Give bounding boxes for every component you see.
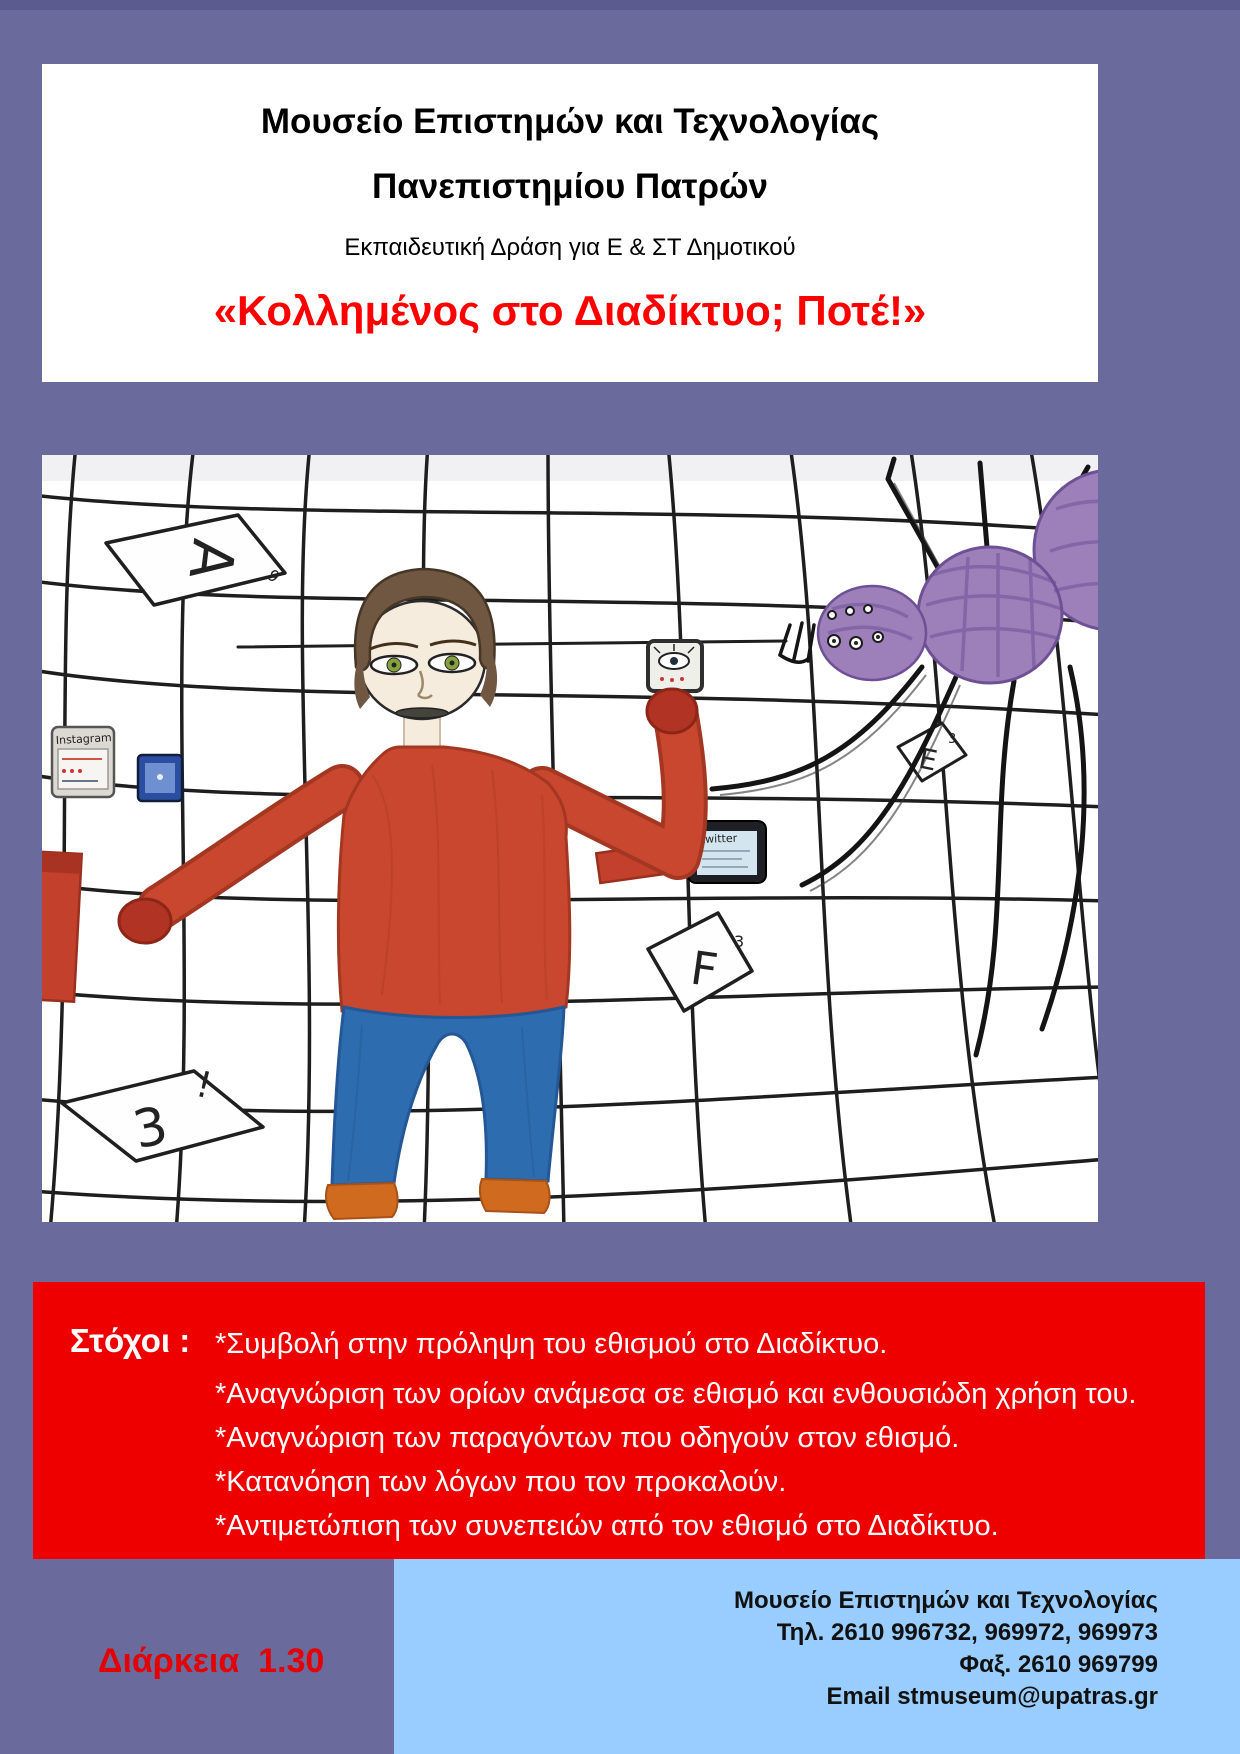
eye-device: [648, 641, 702, 691]
instagram-phone: [52, 727, 114, 797]
note-e-letter: E: [915, 741, 941, 778]
scan-shading: [42, 455, 1098, 481]
red-device-left: [42, 852, 82, 1002]
museum-title-line2: Πανεπιστημίου Πατρών: [371, 167, 769, 206]
note-3-exclamation: !: [191, 1063, 216, 1108]
phone-label: Instagram: [55, 731, 113, 747]
blue-device: [138, 755, 182, 801]
artwork-drawing: [42, 455, 1098, 1222]
activity-subtitle: Εκπαιδευτική Δράση για Ε & ΣΤ Δημοτικού: [344, 234, 796, 261]
note-f-superscript: 3: [734, 932, 745, 951]
note-f-letter: F: [687, 940, 722, 998]
header-card: [42, 64, 1098, 382]
tablet-label: twitter: [700, 831, 738, 846]
note-a-number: 9: [263, 565, 284, 587]
boy-fist-right: [647, 689, 697, 733]
note-e-superscript: 3: [948, 732, 957, 747]
boy-sweater: [338, 747, 569, 1021]
goals-list: [215, 1322, 1175, 1548]
goals-heading: Στόχοι :: [70, 1322, 191, 1359]
contact-fax: Φαξ. 2610 969799: [959, 1651, 1158, 1678]
boy-mouth: [396, 708, 448, 718]
boy-shoe-left: [326, 1183, 398, 1219]
note-a-letter: A: [175, 535, 249, 584]
boy-fist-left: [119, 899, 171, 943]
contact-museum-name: Μουσείο Επιστημών και Τεχνολογίας: [734, 1587, 1158, 1614]
goal-item: *Αναγνώριση των παραγόντων που οδηγούν στον εθισμό.: [215, 1422, 960, 1454]
note-3-number: 3: [128, 1095, 173, 1162]
goal-item: *Κατανόηση των λόγων που τον προκαλούν.: [215, 1466, 787, 1498]
goals-box: [33, 1282, 1205, 1559]
goal-item: *Συμβολή στην πρόληψη του εθισμού στο Διαδίκτυο.: [215, 1328, 888, 1360]
museum-title-line1: Μουσείο Επιστημών και Τεχνολογίας: [260, 102, 880, 141]
goal-item: *Αναγνώριση των ορίων ανάμεσα σε εθισμό και ενθουσιώδη χρήση του.: [215, 1378, 1137, 1410]
drawing-svg: [42, 455, 1098, 1222]
top-edge-strip: [0, 0, 1240, 10]
boy-shoe-right: [480, 1179, 550, 1213]
duration-label: Διάρκεια 1.30: [98, 1642, 325, 1680]
event-title: «Κολλημένος στο Διαδίκτυο; Ποτέ!»: [213, 287, 927, 334]
goal-item: *Αντιμετώπιση των συνεπειών από τον εθισμό στο Διαδίκτυο.: [215, 1510, 999, 1542]
contact-phone: Τηλ. 2610 996732, 969972, 969973: [776, 1619, 1158, 1646]
contact-box: [394, 1559, 1240, 1754]
contact-email: Email stmuseum@upatras.gr: [826, 1683, 1158, 1710]
